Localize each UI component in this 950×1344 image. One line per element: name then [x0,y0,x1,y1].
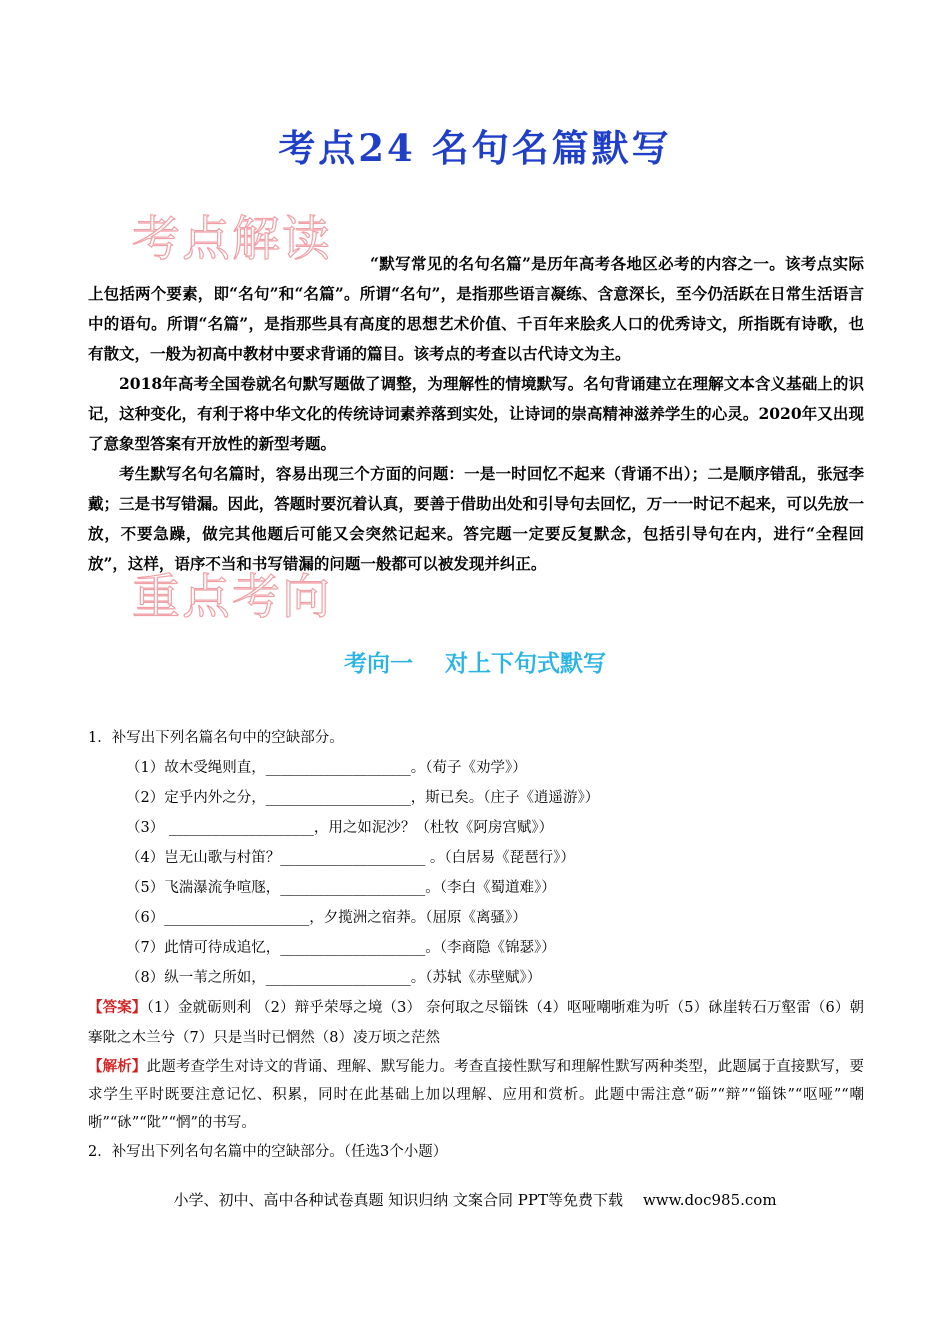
intro-text [88,249,864,579]
question-item: （6）____________________，夕揽洲之宿莽。（屈原《离骚》） [126,910,527,926]
question-item: （8）纵一苇之所如，____________________。（苏轼《赤壁赋》） [126,970,542,986]
question-item: （5）飞湍瀑流争喧豗，____________________。（李白《蜀道难》） [126,880,556,896]
answer-block [88,993,864,1053]
question-1-stem: 1．补写出下列名篇名句中的空缺部分。 [88,730,344,746]
question-1 [88,723,864,1167]
answer-tag: 【答案】 [88,999,147,1016]
direction-number: 考向一 [343,651,413,677]
section-label-key-direction: 重点考向 [132,569,333,625]
page-title: 考点24 名句名篇默写 [278,126,672,170]
question-item: （4）岂无山歌与村笛？____________________ 。（白居易《琵琶行》） [126,850,575,866]
answer-text: （1）金就砺则利 （2）辩乎荣辱之境（3） 奈何取之尽锱铢（4）呕哑嘲哳难为听（5）砯崖转石万壑雷（6）朝搴阰之木兰兮（7）只是当时已惘然（8）凌万顷之茫然 [88,1000,864,1046]
intro-paragraph-3: 考生默写名句名篇时，容易出现三个方面的问题：一是一时回忆不起来（背诵不出）；二是顺序错乱，张冠李戴；三是书写错漏。因此，答题时要沉着认真，要善于借助出处和引导句去回忆，万一一时记不起来，可以先放一放，不要急躁，做完其他题后可能又会突然记起来。答完题一定要反复默念，包括引导句在内，进行“全程回放”，这样，语序不当和书写错漏的问题一般都可以被发现并纠正。 [88,464,864,573]
question-item: （7）此情可待成追忆，____________________。（李商隐《锦瑟》） [126,940,556,956]
question-item: （3） ____________________，用之如泥沙？（杜牧《阿房宫赋》） [126,820,554,836]
page-footer [0,1189,950,1210]
footer-site: www.doc985.com [642,1191,777,1209]
analysis-tag: 【解析】 [88,1058,147,1075]
direction-heading [0,645,950,678]
direction-title: 对上下句式默写 [445,651,606,677]
intro-paragraph-1: “默写常见的名句名篇”是历年高考各地区必考的内容之一。该考点实际上包括两个要素，即“名句”和“名篇”。所谓“名句”，是指那些语言凝练、含意深长，至今仍活跃在日常生活语言中的语句。所谓“名篇”，是指那些具有高度的思想艺术价值、千百年来脍炙人口的优秀诗文，所指既有诗歌，也有散文，一般为初高中教材中要求背诵的篇目。该考点的考查以古代诗文为主。 [88,254,864,363]
question-item: （2）定乎内外之分，____________________，斯已矣。（庄子《逍遥游》） [126,790,600,806]
intro-paragraph-2: 2018年高考全国卷就名句默写题做了调整，为理解性的情境默写。名句背诵建立在理解文本含义基础上的识记，这种变化，有利于将中华文化的传统诗词素养落到实处，让诗词的崇高精神滋养学生的心灵。2020年又出现了意象型答案有开放性的新型考题。 [88,374,864,453]
question-2-stem: 2．补写出下列名句名篇中的空缺部分。（任选3个小题） [88,1144,448,1160]
section-label-exam-point: 考点解读 [132,211,333,267]
analysis-text: 此题考查学生对诗文的背诵、理解、默写能力。考查直接性默写和理解性默写两种类型，此题属于直接默写，要求学生平时既要注意记忆、积累，同时在此基础上加以理解、应用和赏析。此题中需注意“砺”“辩”“锱铢”“呕哑”“嘲哳”“砯”“阰”“惘”的书写。 [88,1059,864,1131]
question-item: （1）故木受绳则直，____________________。（荀子《劝学》） [126,760,527,776]
analysis-block [88,1053,864,1137]
footer-text: 小学、初中、高中各种试卷真题 知识归纳 文案合同 PPT等免费下载 [173,1191,623,1209]
